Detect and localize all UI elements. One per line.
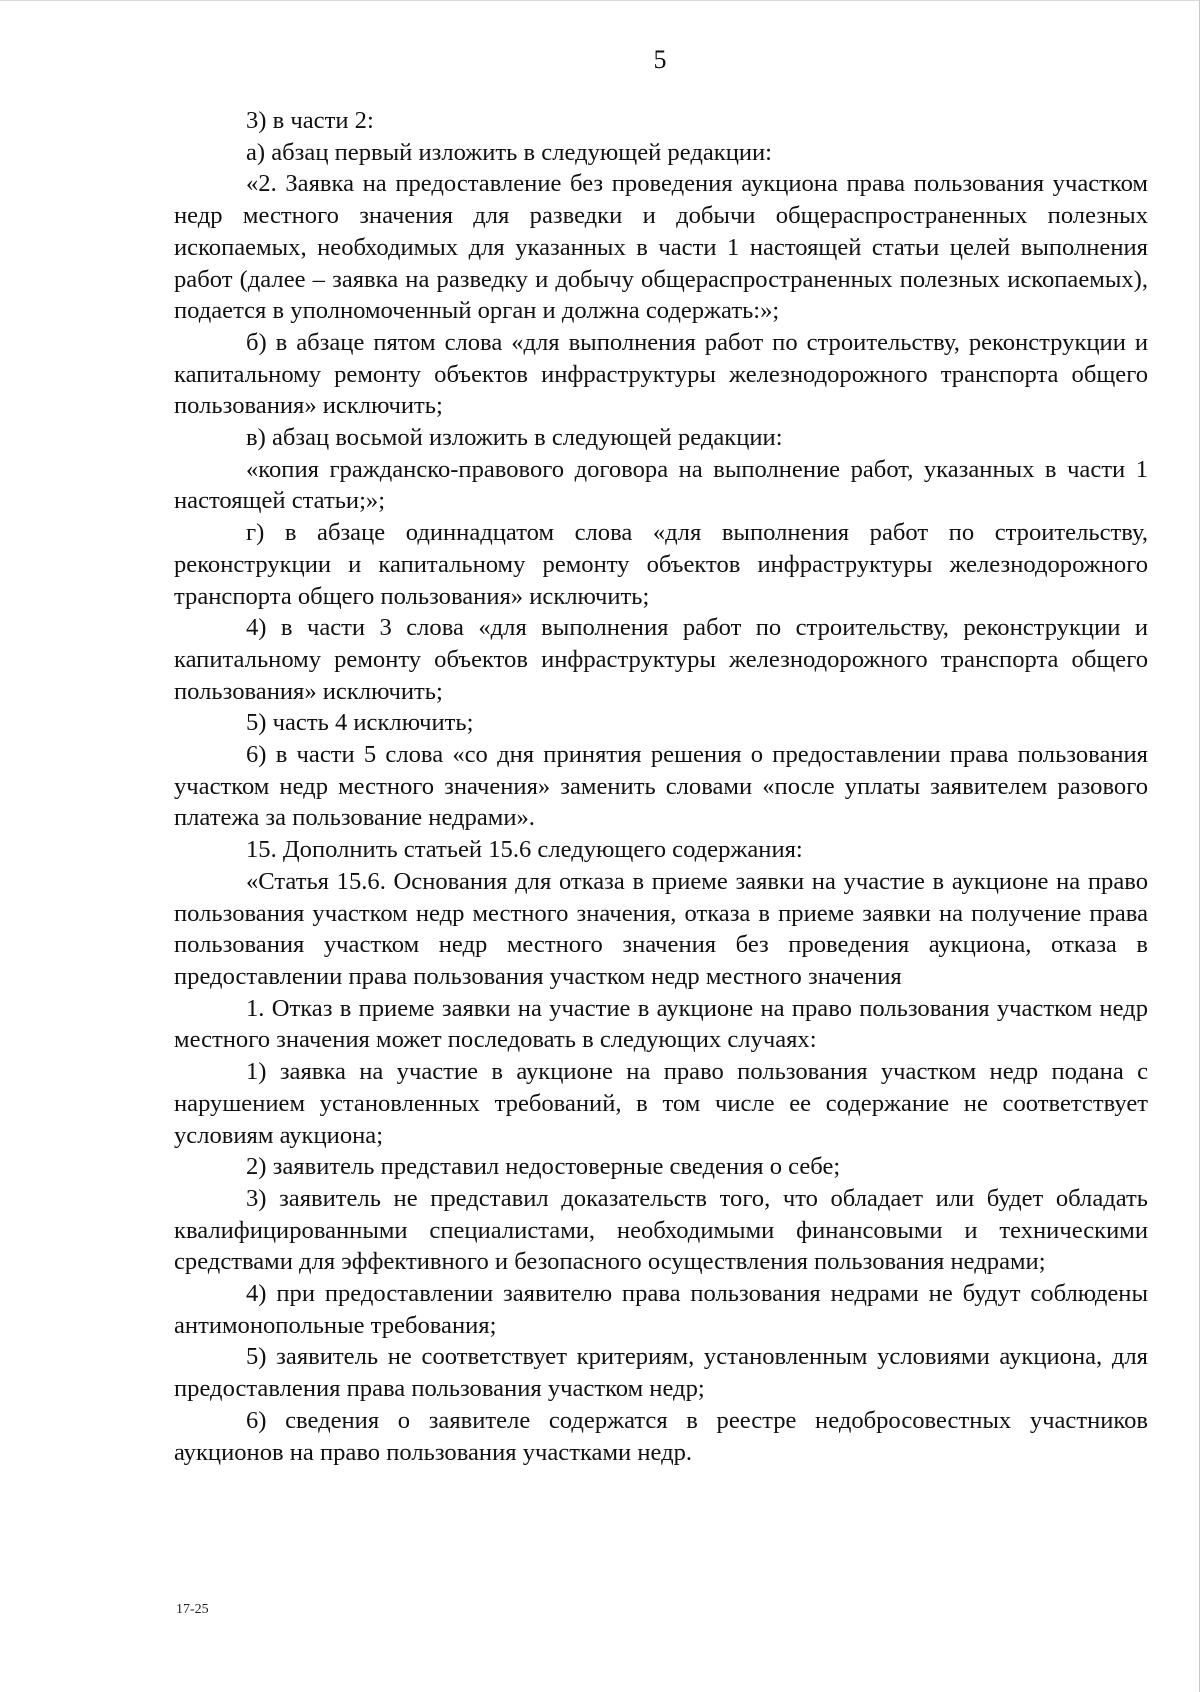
paragraph: «2. Заявка на предоставление без проведения аукциона права пользования участком недр местного значения для разведки и добычи общераспространенных полезных ископаемых, необходимых для указанных в части 1 настоящей статьи целей выполнения работ (далее – заявка на разведку и добычу общераспространенных полезных ископаемых), подается в уполномоченный орган и должна содержать:»; [174, 170, 1148, 325]
paragraph: 2) заявитель представил недостоверные сведения о себе; [246, 1153, 841, 1181]
article-heading: «Статья 15.6. Основания для отказа в приеме заявки на участие в аукционе на право пользования участком недр местного значения, отказа в приеме заявки на получение права пользования участком недр местного значения без проведения аукциона, отказа в предоставлении права пользования участком недр местного значения [174, 867, 1148, 990]
paragraph: 6) сведения о заявителе содержатся в реестре недобросовестных участников аукционов на право пользования участками недр. [174, 1406, 1148, 1466]
paragraph: б) в абзаце пятом слова «для выполнения работ по строительству, реконструкции и капитальному ремонту объектов инфраструктуры железнодорожного транспорта общего пользования» исключить; [174, 328, 1148, 420]
paragraph: 4) при предоставлении заявителю права пользования недрами не будут соблюдены антимонопольные требования; [174, 1280, 1148, 1339]
paragraph: «копия гражданско-правового договора на выполнение работ, указанных в части 1 настоящей статьи;»; [174, 455, 1148, 515]
paragraph: 1) заявка на участие в аукционе на право пользования участком недр подана с нарушением установленных требований, в том числе ее содержание не соответствует условиям аукциона; [174, 1058, 1148, 1149]
footer-document-code: 17-25 [176, 1602, 209, 1617]
document-body [174, 105, 1148, 1468]
paragraph: а) абзац первый изложить в следующей редакции: [246, 138, 773, 166]
paragraph: 15. Дополнить статьей 15.6 следующего содержания: [246, 836, 803, 864]
paragraph: 1. Отказ в приеме заявки на участие в аукционе на право пользования участком недр местного значения может последовать в следующих случаях: [174, 994, 1148, 1054]
paragraph: г) в абзаце одиннадцатом слова «для выполнения работ по строительству, реконструкции и капитальному ремонту объектов инфраструктуры железнодорожного транспорта общего пользования» исключить; [174, 519, 1148, 610]
paragraph: 6) в части 5 слова «со дня принятия решения о предоставлении права пользования участком недр местного значения» заменить словами «после уплаты заявителем разового платежа за пользование недрами». [174, 741, 1148, 832]
paragraph: 3) заявитель не представил доказательств того, что обладает или будет обладать квалифицированными специалистами, необходимыми финансовыми и техническими средствами для эффективного и безопасного осуществления пользования недрами; [174, 1184, 1148, 1276]
page-number: 5 [653, 45, 667, 74]
paragraph: 5) заявитель не соответствует критериям, установленным условиями аукциона, для предоставления права пользования участком недр; [174, 1343, 1148, 1403]
paragraph: в) абзац восьмой изложить в следующей редакции: [246, 424, 783, 452]
paragraph: 5) часть 4 исключить; [246, 709, 474, 737]
paragraph: 3) в части 2: [246, 107, 374, 134]
paragraph: 4) в части 3 слова «для выполнения работ по строительству, реконструкции и капитальному ремонту объектов инфраструктуры железнодорожного транспорта общего пользования» исключить; [174, 614, 1148, 705]
